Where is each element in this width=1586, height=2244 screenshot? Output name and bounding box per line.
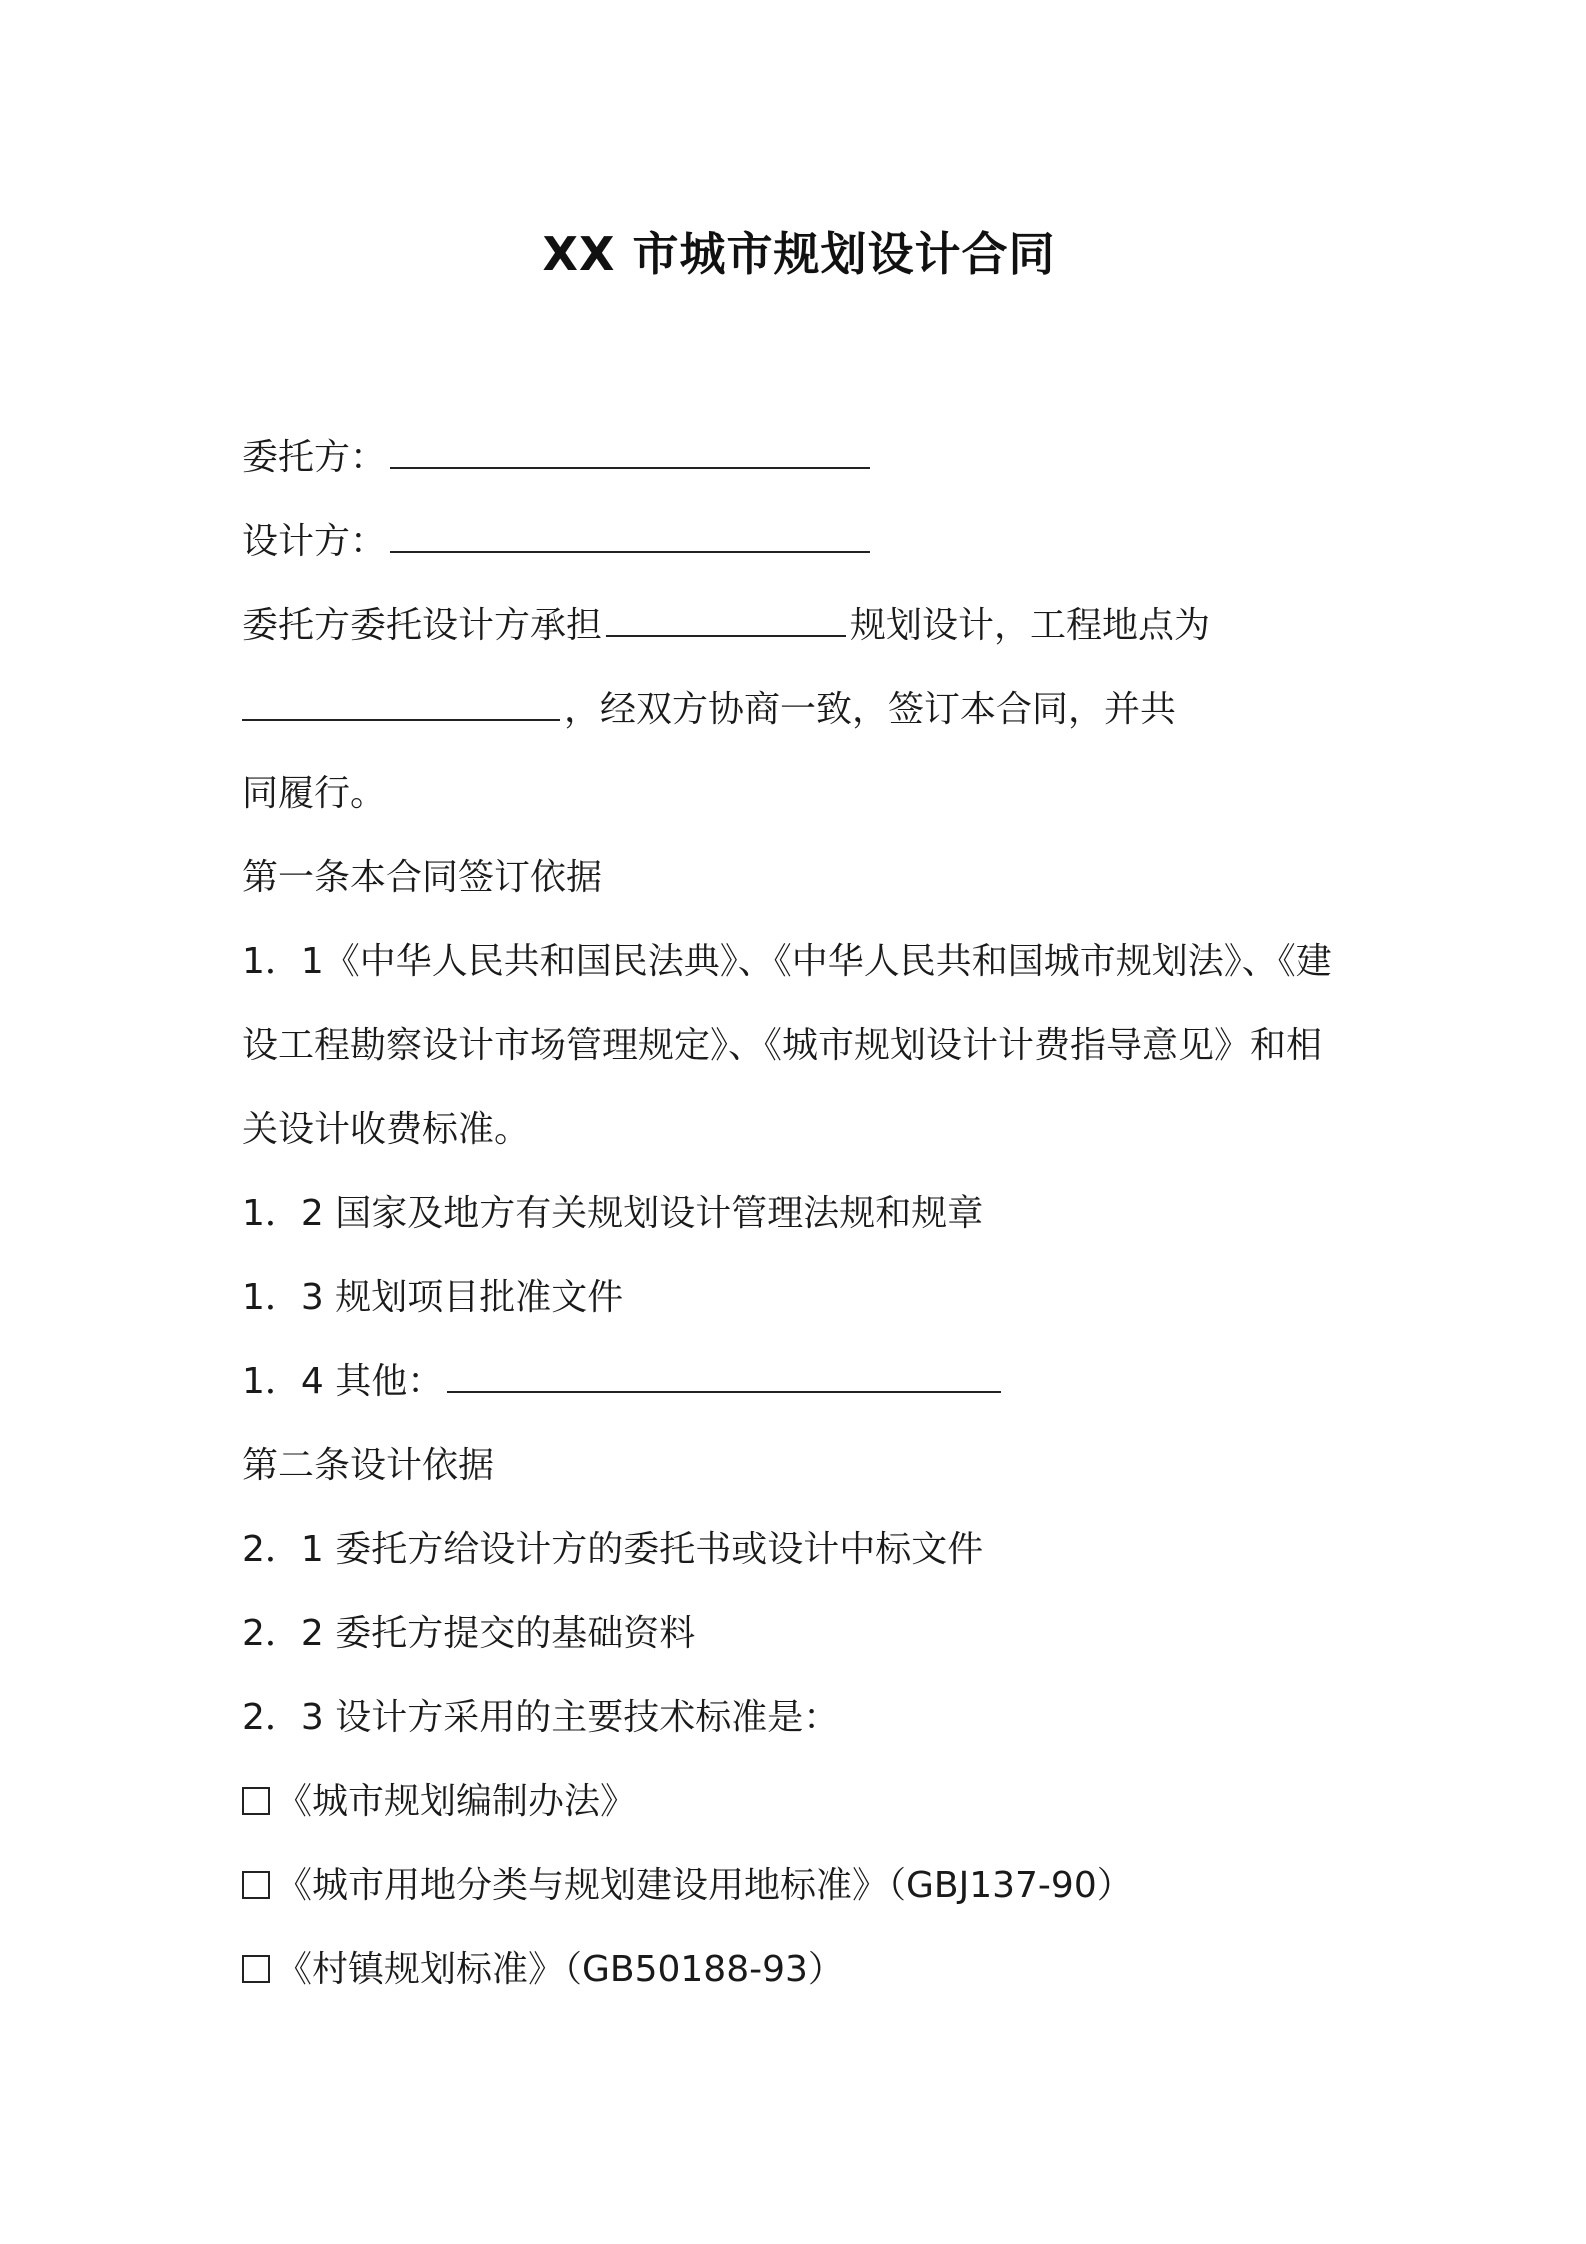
standard-item-3 — [242, 1928, 1356, 2012]
standard-2-checkbox[interactable] — [242, 1871, 270, 1899]
designer-blank[interactable] — [390, 507, 870, 553]
intro-text-4: 同履行。 — [242, 773, 387, 814]
document-title: XX 市城市规划设计合同 — [542, 227, 1056, 281]
standard-item-1 — [242, 1760, 1356, 1844]
standard-item-2 — [242, 1844, 1356, 1928]
intro-text-2: 规划设计，工程地点为 — [850, 605, 1211, 646]
intro-line-2 — [242, 668, 1356, 752]
standard-1-checkbox[interactable] — [242, 1787, 270, 1815]
article1-item1-line2: 设工程勘察设计市场管理规定》、《城市规划设计计费指导意见》和相 — [242, 1025, 1323, 1066]
other-basis-blank[interactable] — [447, 1347, 1001, 1393]
article2-item3: 2．3 设计方采用的主要技术标准是： — [242, 1697, 840, 1738]
standard-3-checkbox[interactable] — [242, 1955, 270, 1983]
standard-2-label: 《城市用地分类与规划建设用地标准》（GBJ137-90） — [276, 1865, 1133, 1906]
intro-text-1: 委托方委托设计方承担 — [242, 605, 603, 646]
article2-item1: 2．1 委托方给设计方的委托书或设计中标文件 — [242, 1529, 984, 1570]
article1-item2: 1．2 国家及地方有关规划设计管理法规和规章 — [242, 1193, 984, 1234]
location-blank[interactable] — [242, 675, 560, 721]
article1-heading: 第一条本合同签订依据 — [242, 857, 603, 898]
intro-text-3: ，经双方协商一致，签订本合同，并共 — [564, 689, 1177, 730]
project-blank[interactable] — [606, 591, 846, 637]
article1-item4 — [242, 1340, 1356, 1424]
document-body — [242, 416, 1356, 2012]
client-blank[interactable] — [390, 423, 870, 469]
designer-line — [242, 500, 1356, 584]
article2-item2: 2．2 委托方提交的基础资料 — [242, 1613, 696, 1654]
article1-item3: 1．3 规划项目批准文件 — [242, 1277, 624, 1318]
standard-1-label: 《城市规划编制办法》 — [276, 1781, 637, 1822]
intro-line-1 — [242, 584, 1356, 668]
article1-item4-label: 1．4 其他： — [242, 1361, 444, 1402]
designer-label: 设计方： — [242, 521, 387, 562]
article1-item1-line1: 1．1《中华人民共和国民法典》、《中华人民共和国城市规划法》、《建 — [242, 941, 1332, 982]
article1-item1-line3: 关设计收费标准。 — [242, 1109, 531, 1150]
client-label: 委托方： — [242, 437, 387, 478]
standard-3-label: 《村镇规划标准》（GB50188-93） — [276, 1949, 844, 1990]
article2-heading: 第二条设计依据 — [242, 1445, 495, 1486]
intro-line-3 — [242, 752, 1356, 836]
client-line — [242, 416, 1356, 500]
